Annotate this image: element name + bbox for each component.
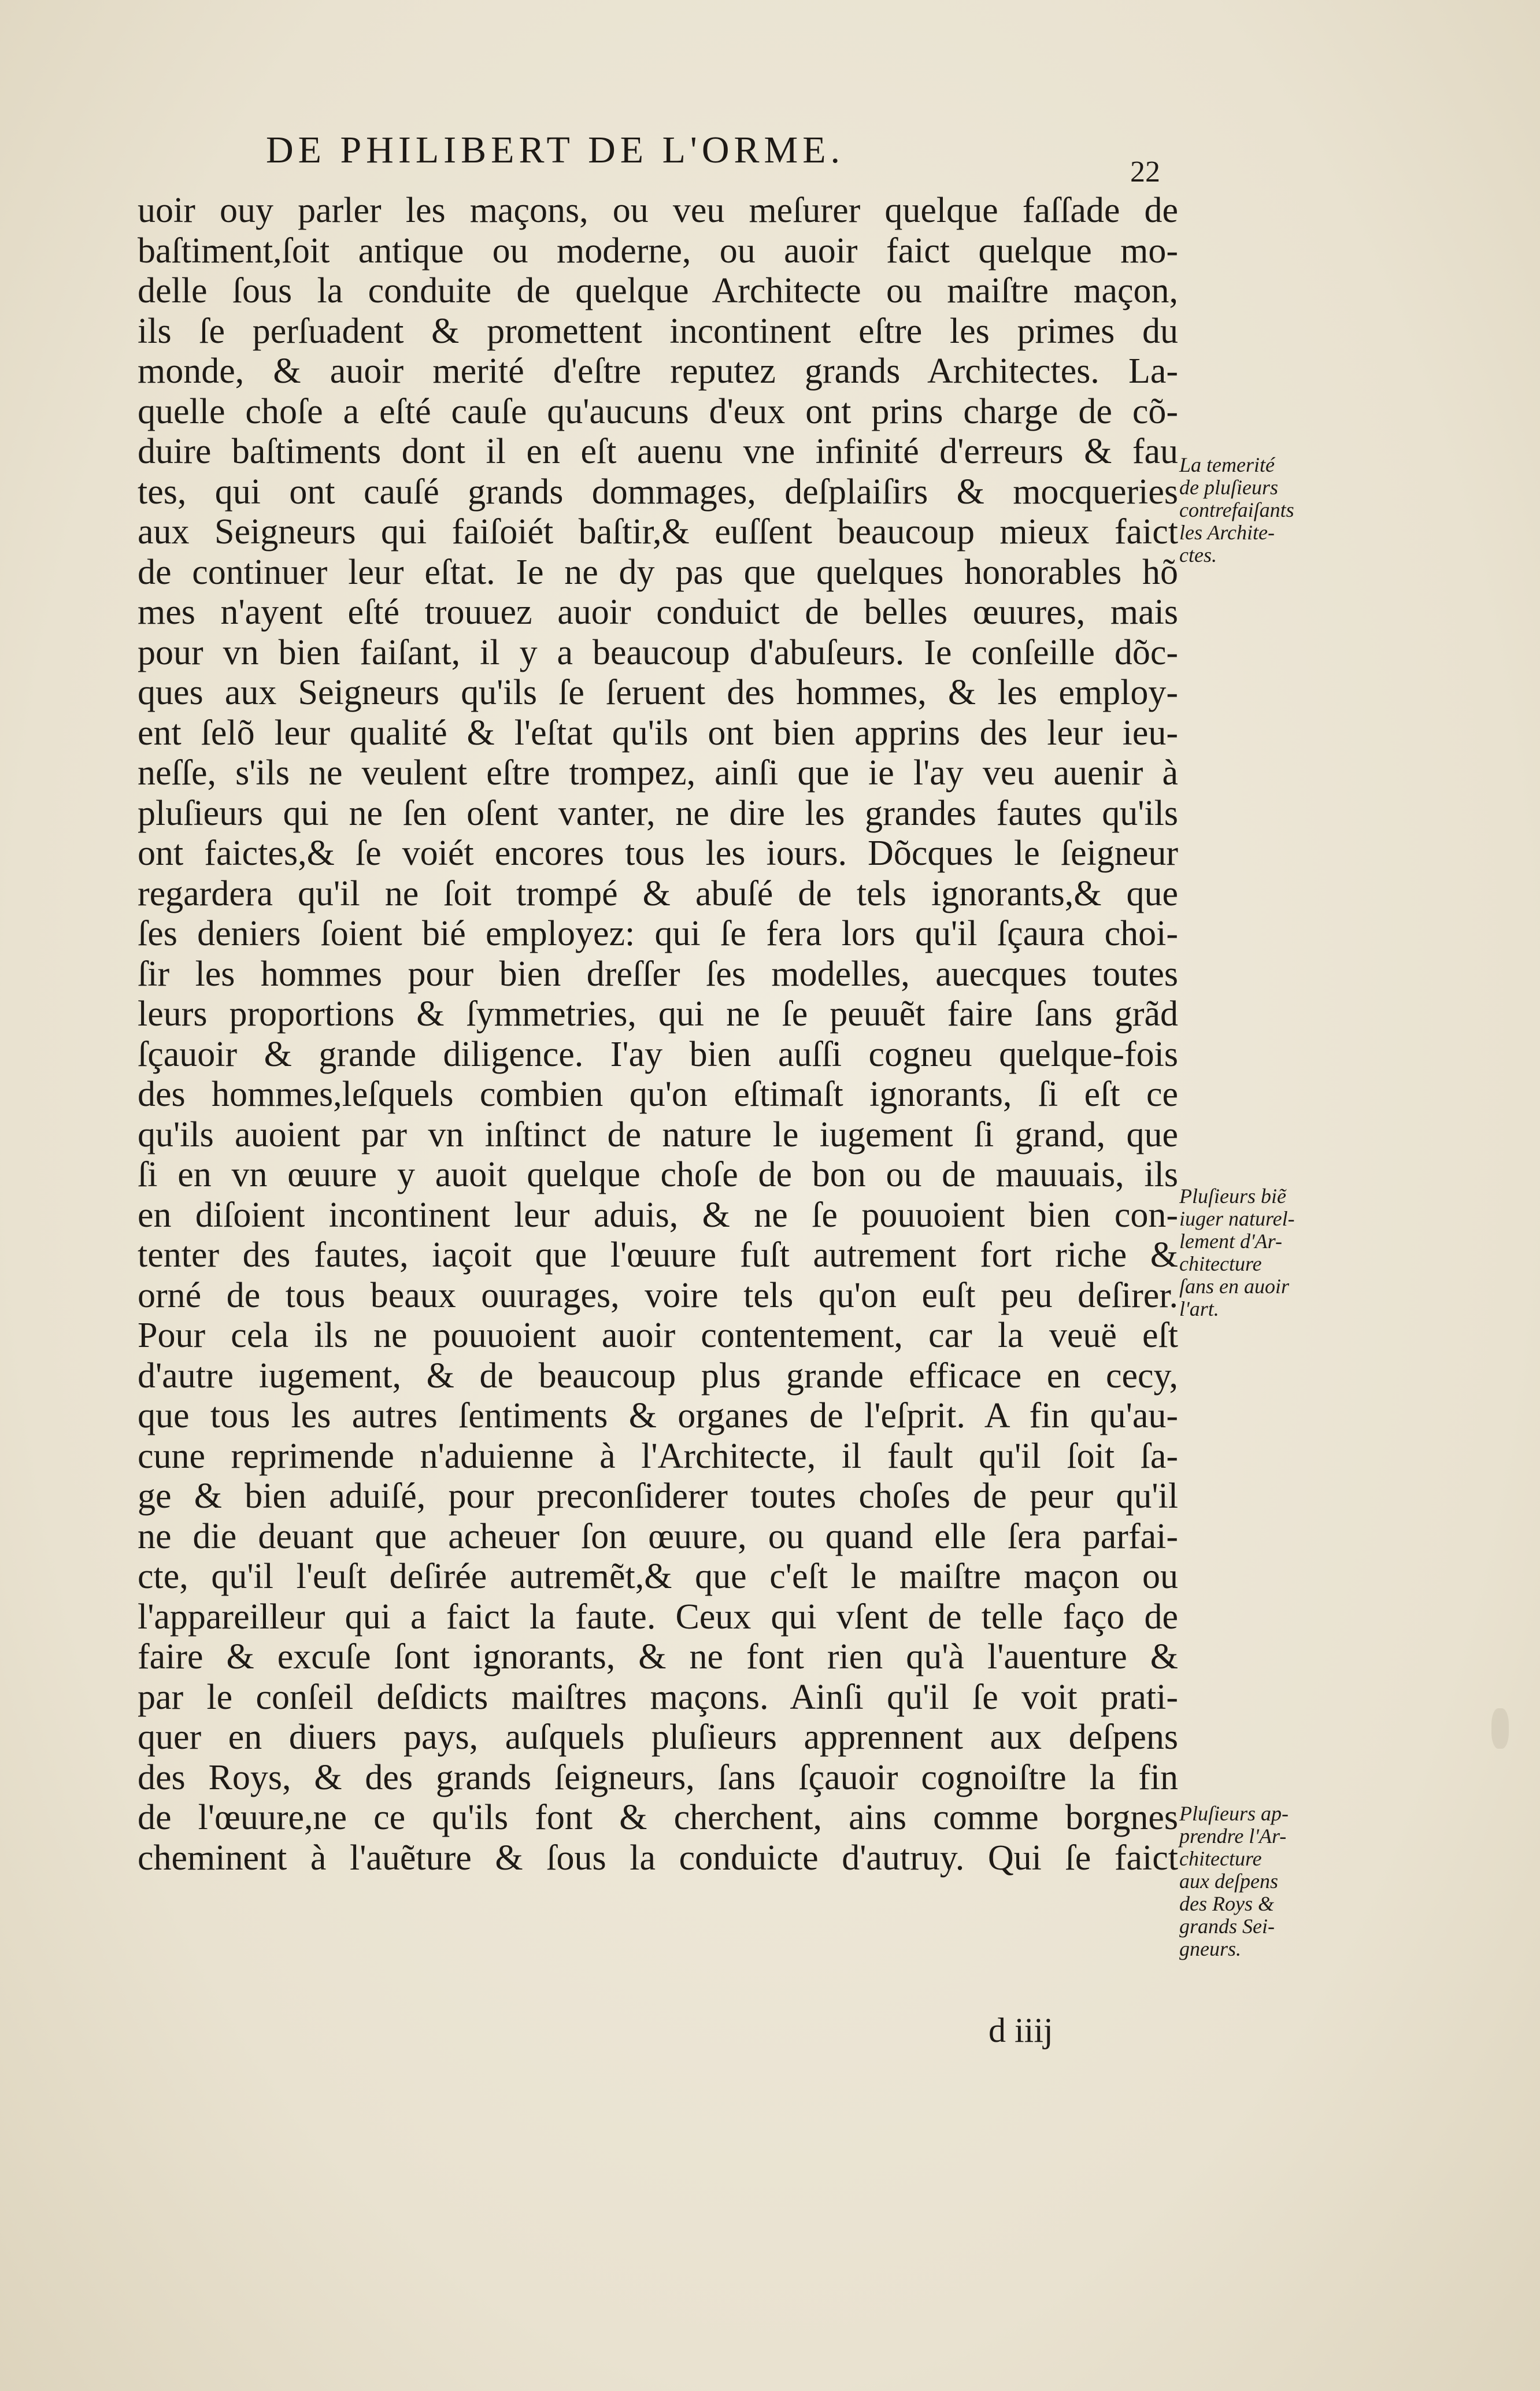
- text-line: ſir les hommes pour bien dreſſer ſes modelles, auecques toutes: [138, 954, 1178, 994]
- text-line: de continuer leur eſtat. Ie ne dy pas que quelques honorables hõ: [138, 552, 1178, 592]
- text-line: cune reprimende n'aduienne à l'Architecte, il fault qu'il ſoit ſa-: [138, 1436, 1178, 1476]
- text-line: duire baſtiments dont il en eſt auenu vne infinité d'erreurs & fau: [138, 432, 1178, 471]
- running-head: DE PHILIBERT DE L'ORME.: [266, 129, 845, 171]
- text-line: mes n'ayent eſté trouuez auoir conduict de belles œuures, mais: [138, 593, 1178, 632]
- text-line: leurs proportions & ſymmetries, qui ne ſe peuuẽt faire ſans grãd: [138, 994, 1178, 1034]
- text-line: cte, qu'il l'euſt deſirée autremẽt,& que c'eſt le maiſtre maçon ou: [138, 1557, 1178, 1596]
- text-line: ſçauoir & grande diligence. I'ay bien auſſi cogneu quelque-fois: [138, 1034, 1178, 1074]
- margin-note-2: [1179, 1185, 1341, 1320]
- margin-note-line: grands Sei-: [1179, 1915, 1275, 1938]
- text-line: ge & bien aduiſé, pour preconſiderer toutes choſes de peur qu'il: [138, 1476, 1178, 1516]
- text-line: des Roys, & des grands ſeigneurs, ſans ſçauoir cognoiſtre la fin: [138, 1757, 1178, 1797]
- margin-note-line: chitecture: [1179, 1847, 1262, 1870]
- page-number: 22: [1130, 156, 1160, 188]
- text-line: uoir ouy parler les maçons, ou veu meſurer quelque faſſade de: [138, 191, 1178, 230]
- text-line: Pour cela ils ne pouuoient auoir contentement, car la veuë eſt: [138, 1316, 1178, 1355]
- margin-note-line: Pluſieurs ap-: [1179, 1802, 1289, 1825]
- text-line: faire & excuſe ſont ignorants, & ne font rien qu'à l'auenture &: [138, 1637, 1178, 1676]
- margin-note-line: contrefaiſants: [1179, 498, 1294, 521]
- text-line: par le conſeil deſdicts maiſtres maçons. Ainſi qu'il ſe voit prati-: [138, 1677, 1178, 1717]
- text-line: delle ſous la conduite de quelque Architecte ou maiſtre maçon,: [138, 271, 1178, 310]
- text-line: aux Seigneurs qui faiſoiét baſtir,& euſſent beaucoup mieux faict: [138, 512, 1178, 552]
- text-line: tenter des fautes, iaçoit que l'œuure fuſt autrement fort riche &: [138, 1235, 1178, 1275]
- text-line: que tous les autres ſentiments & organes de l'eſprit. A fin qu'au-: [138, 1396, 1178, 1435]
- text-line: ils ſe perſuadent & promettent incontinent eſtre les primes du: [138, 311, 1178, 351]
- text-line: de l'œuure,ne ce qu'ils font & cherchent, ains comme borgnes: [138, 1798, 1178, 1837]
- margin-note-line: des Roys &: [1179, 1892, 1274, 1915]
- text-line: quer en diuers pays, auſquels pluſieurs apprennent aux deſpens: [138, 1718, 1178, 1757]
- margin-note-3: [1179, 1802, 1341, 1960]
- text-line: qu'ils auoient par vn inſtinct de nature le iugement ſi grand, que: [138, 1115, 1178, 1154]
- text-line: ſi en vn œuure y auoit quelque choſe de bon ou de mauuais, ils: [138, 1155, 1178, 1194]
- text-line: quelle choſe a eſté cauſe qu'aucuns d'eux ont prins charge de cõ-: [138, 391, 1178, 431]
- margin-note-line: chitecture: [1179, 1252, 1262, 1275]
- text-line: pour vn bien faiſant, il y a beaucoup d'abuſeurs. Ie conſeille dõc-: [138, 632, 1178, 672]
- margin-note-line: prendre l'Ar-: [1179, 1824, 1287, 1848]
- margin-note-line: La temerité: [1179, 453, 1275, 476]
- margin-note-line: l'art.: [1179, 1297, 1219, 1320]
- text-line: cheminent à l'auẽture & ſous la conduicte d'autruy. Qui ſe faict: [138, 1838, 1178, 1878]
- text-line: neſſe, s'ils ne veulent eſtre trompez, ainſi que ie l'ay veu auenir à: [138, 753, 1178, 793]
- text-line: ont faictes,& ſe voiét encores tous les iours. Dõcques le ſeigneur: [138, 834, 1178, 873]
- text-line: des hommes,leſquels combien qu'on eſtimaſt ignorants, ſi eſt ce: [138, 1075, 1178, 1114]
- text-line: en diſoient incontinent leur aduis, & ne ſe pouuoient bien con-: [138, 1195, 1178, 1235]
- margin-note-line: lement d'Ar-: [1179, 1230, 1282, 1253]
- text-line: regardera qu'il ne ſoit trompé & abuſé de tels ignorants,& que: [138, 874, 1178, 913]
- signature-mark: d iiij: [989, 2011, 1053, 2049]
- text-line: ſes deniers ſoient bié employez: qui ſe fera lors qu'il ſçaura choi-: [138, 914, 1178, 953]
- text-line: orné de tous beaux ouurages, voire tels qu'on euſt peu deſirer.: [138, 1275, 1178, 1315]
- text-line: ent ſelõ leur qualité & l'eſtat qu'ils ont bien apprins des leur ieu-: [138, 713, 1178, 753]
- margin-note-line: ctes.: [1179, 543, 1217, 567]
- text-line: l'appareilleur qui a faict la faute. Ceux qui vſent de telle faço de: [138, 1597, 1178, 1637]
- text-line: ne die deuant que acheuer ſon œuure, ou quand elle ſera parfai-: [138, 1516, 1178, 1556]
- margin-note-1: [1179, 454, 1341, 567]
- margin-note-line: ſans en auoir: [1179, 1275, 1290, 1298]
- text-line: monde, & auoir merité d'eſtre reputez grands Architectes. La-: [138, 351, 1178, 391]
- paper-stain: [1491, 1708, 1509, 1749]
- text-line: pluſieurs qui ne ſen oſent vanter, ne dire les grandes fautes qu'ils: [138, 793, 1178, 833]
- text-line: ques aux Seigneurs qu'ils ſe ſeruent des hommes, & les employ-: [138, 673, 1178, 712]
- margin-note-line: iuger naturel-: [1179, 1207, 1295, 1230]
- body-text: [138, 191, 1178, 1878]
- margin-note-line: aux deſpens: [1179, 1870, 1278, 1893]
- text-line: d'autre iugement, & de beaucoup plus grande efficace en cecy,: [138, 1356, 1178, 1396]
- text-line: tes, qui ont cauſé grands dommages, deſplaiſirs & mocqueries: [138, 472, 1178, 512]
- margin-note-line: de pluſieurs: [1179, 476, 1278, 499]
- text-line: baſtiment,ſoit antique ou moderne, ou auoir faict quelque mo-: [138, 231, 1178, 271]
- margin-note-line: gneurs.: [1179, 1937, 1241, 1960]
- margin-note-line: les Archite-: [1179, 521, 1275, 544]
- margin-note-line: Pluſieurs biẽ: [1179, 1185, 1286, 1208]
